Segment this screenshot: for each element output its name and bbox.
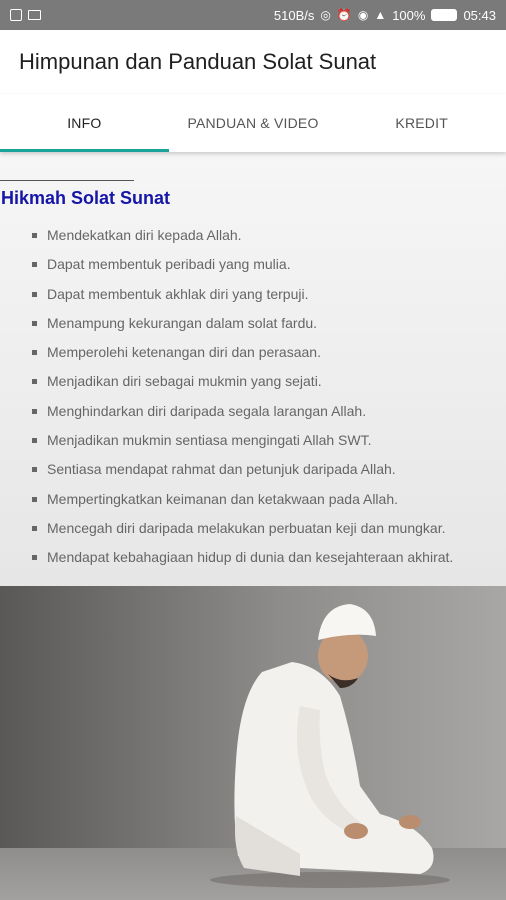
clock: 05:43	[463, 7, 496, 23]
status-right	[274, 8, 496, 23]
battery-icon	[431, 9, 457, 21]
section-title: Hikmah Solat Sunat	[1, 188, 171, 208]
tab-kredit[interactable]: KREDIT	[395, 115, 448, 131]
tab-panduan-video[interactable]: PANDUAN & VIDEO	[187, 115, 319, 131]
eye-icon: ◉	[357, 8, 369, 22]
list-item: Sentiasa mendapat rahmat dan petunjuk daripada Allah.	[30, 458, 453, 487]
list-item: Dapat membentuk peribadi yang mulia.	[30, 253, 453, 282]
list-item: Dapat membentuk akhlak diri yang terpuji.	[30, 283, 453, 312]
list-item: Menghindarkan diri daripada segala larangan Allah.	[30, 400, 453, 429]
list-item: Mencegah diri daripada melakukan perbuatan keji dan mungkar.	[30, 517, 453, 546]
list-item: Menjadikan mukmin sentiasa mengingati Allah SWT.	[30, 429, 453, 458]
signal-4g-icon: ▲	[374, 8, 387, 22]
tab-bar	[0, 94, 506, 152]
info-content	[0, 152, 506, 586]
list-item: Memperolehi ketenangan diri dan perasaan.	[30, 341, 453, 370]
screen-icon	[28, 10, 41, 20]
praying-man-photo	[0, 586, 506, 900]
tab-info[interactable]: INFO	[0, 94, 169, 152]
battery-percent: 100%	[392, 7, 426, 23]
section-divider	[0, 180, 134, 181]
hikmah-list	[30, 224, 453, 576]
facebook-icon	[10, 9, 22, 21]
list-item: Menjadikan diri sebagai mukmin yang sejati.	[30, 370, 453, 399]
net-speed: 510B/s	[273, 7, 315, 23]
list-item: Menampung kekurangan dalam solat fardu.	[30, 312, 453, 341]
list-item: Mendekatkan diri kepada Allah.	[30, 224, 453, 253]
status-bar	[0, 0, 506, 30]
list-item: Mempertingkatkan keimanan dan ketakwaan pada Allah.	[30, 488, 453, 517]
hotspot-icon: ◎	[320, 8, 331, 22]
praying-man-illustration	[0, 586, 506, 900]
list-item: Mendapat kebahagiaan hidup di dunia dan kesejahteraan akhirat.	[30, 546, 453, 575]
app-bar	[0, 30, 506, 94]
status-left	[10, 9, 41, 21]
alarm-icon: ⏰	[336, 8, 352, 22]
app-title: Himpunan dan Panduan Solat Sunat	[19, 49, 377, 74]
